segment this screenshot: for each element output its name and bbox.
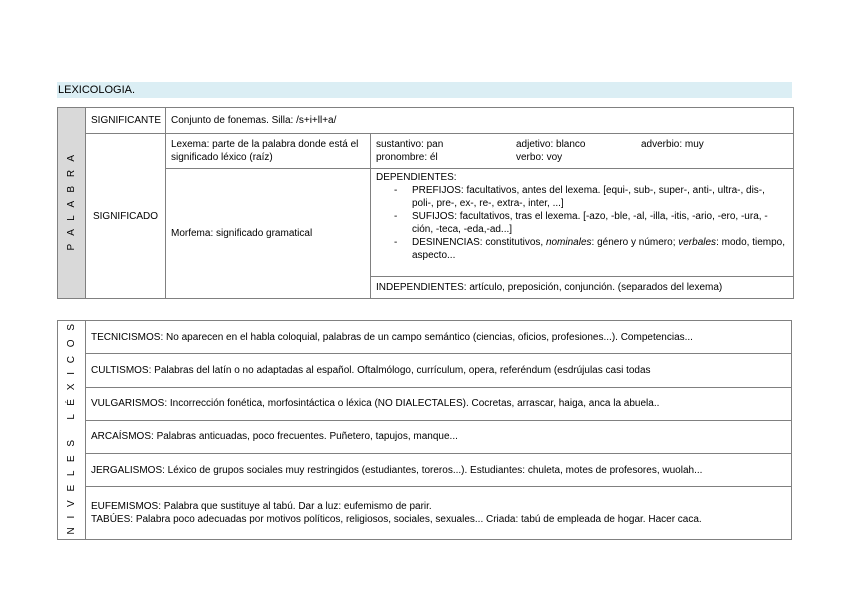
- eufemismos-tabues-cell: [86, 487, 792, 539]
- niveles-row: ARCAÍSMOS: Palabras anticuadas, poco frecuentes. Puñetero, tapujos, manque...: [86, 420, 792, 453]
- ex-verbo: verbo: voy: [516, 152, 563, 163]
- page-title: LEXICOLOGIA.: [57, 82, 792, 98]
- eufemismos-text: EUFEMISMOS: Palabra que sustituye al tabú. Dar a luz: eufemismo de parir.: [91, 500, 432, 512]
- dependientes-title: DEPENDIENTES:: [376, 172, 457, 183]
- significante-label: SIGNIFICANTE: [86, 108, 166, 134]
- prefijos-item: - PREFIJOS: facultativos, antes del lexema. [equi-, sub-, super-, anti-, ultra-, dis-, poli-, pre-, ex-, re-, extra-, inter, ...]: [412, 184, 788, 210]
- niveles-row: JERGALISMOS: Léxico de grupos sociales muy restringidos (estudiantes, toreros...). Estudiantes: chuleta, motes de profesores, wuolah...: [86, 454, 792, 487]
- significante-text: Conjunto de fonemas. Silla: /s+i+ll+a/: [166, 108, 794, 134]
- niveles-row: VULGARISMOS: Incorrección fonética, morfosintáctica o léxica (NO DIALECTALES). Cocretas, arrascar, haiga, anca la abuela..: [86, 387, 792, 420]
- tabues-text: TABÚES: Palabra poco adecuadas por motivos políticos, religiosos, sociales, sexuales... Criada: tabú de empleada de hogar. Hacer caca.: [91, 513, 702, 525]
- niveles-row: CULTISMOS: Palabras del latín o no adaptadas al español. Oftalmólogo, currículum, opera, referéndum (esdrújulas casi todas: [86, 354, 792, 387]
- morfema-definition: Morfema: significado gramatical: [166, 169, 371, 299]
- significado-label: SIGNIFICADO: [86, 134, 166, 299]
- ex-pronombre: pronombre: él: [376, 152, 438, 163]
- palabra-table: [57, 107, 794, 299]
- desinencias-item: - DESINENCIAS: constitutivos, nominales: género y número; verbales: modo, tiempo, aspecto...: [412, 236, 788, 262]
- ex-sustantivo: sustantivo: pan: [376, 139, 444, 150]
- sufijos-item: - SUFIJOS: facultativos, tras el lexema. [-azo, -ble, -al, -illa, -itis, -ario, -ero, -ura, -ción, -teca, -eda,-ad...]: [412, 210, 788, 236]
- ex-adverbio: adverbio: muy: [641, 139, 704, 150]
- independientes-cell: INDEPENDIENTES: artículo, preposición, conjunción. (separados del lexema): [371, 277, 794, 299]
- ex-adjetivo: adjetivo: blanco: [516, 139, 586, 150]
- lexema-definition: Lexema: parte de la palabra donde está el significado léxico (raíz): [166, 134, 371, 169]
- niveles-table: [57, 320, 792, 540]
- niveles-row: TECNICISMOS: No aparecen en el habla coloquial, palabras de un campo semántico (ciencias, oficios, profesiones...). Competencias...: [86, 321, 792, 354]
- palabra-side-label: P A L A B R A: [58, 108, 86, 299]
- dependientes-list: [376, 184, 788, 262]
- dependientes-cell: [371, 169, 794, 277]
- lexema-examples: [371, 134, 794, 169]
- niveles-side-label: N I V E L E S L É X I C O S: [58, 321, 86, 540]
